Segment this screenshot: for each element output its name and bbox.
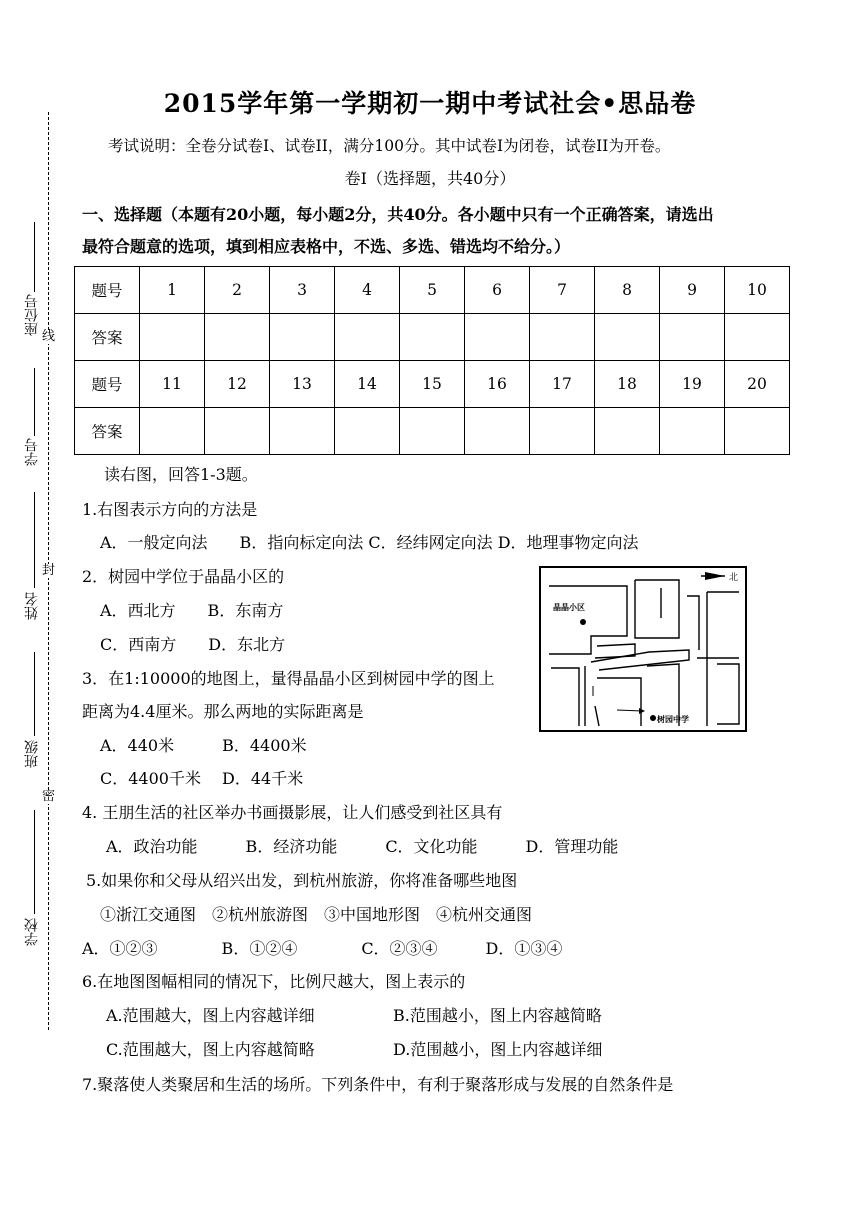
question-number: 14 (335, 361, 400, 408)
answer-cell[interactable] (270, 314, 335, 361)
question-number: 3 (270, 267, 335, 314)
answer-cell[interactable] (725, 314, 790, 361)
question-3-options-ab: A．440米 B．4400米 (100, 736, 307, 755)
answer-cell[interactable] (465, 314, 530, 361)
question-6-option-d: D.范围越小，图上内容越详细 (393, 1040, 603, 1059)
question-number: 17 (530, 361, 595, 408)
student-no-blank (34, 368, 35, 436)
seat-blank (34, 222, 35, 292)
question-3-options-cd: C．4400千米 D．44千米 (100, 769, 304, 788)
table-row (75, 361, 790, 408)
question-7: 7.聚落使人类聚居和生活的场所。下列条件中，有利于聚落形成与发展的自然条件是 (82, 1075, 674, 1094)
question-6-option-a: A.范围越大，图上内容越详细 (106, 1006, 315, 1025)
place-label-jingjing: 晶晶小区 (553, 603, 585, 612)
question-number: 2 (205, 267, 270, 314)
answer-cell[interactable] (205, 408, 270, 455)
answer-cell[interactable] (530, 314, 595, 361)
place-dot-shuyuan (650, 715, 656, 721)
question-5-items: ①浙江交通图 ②杭州旅游图 ③中国地形图 ④杭州交通图 (100, 905, 533, 924)
question-number: 10 (725, 267, 790, 314)
section-heading-line2: 最符合题意的选项，填到相应表格中，不选、多选、错选均不给分。） (82, 237, 571, 256)
cut-mark-xian: 线 (42, 329, 56, 344)
answer-cell[interactable] (400, 408, 465, 455)
question-5-options: A．①②③ B．①②④ C．②③④ D．①③④ (82, 939, 563, 958)
num-label: 题号 (75, 267, 140, 314)
question-number: 8 (595, 267, 660, 314)
class-label: 班级 (24, 740, 40, 768)
answer-cell[interactable] (140, 408, 205, 455)
question-number: 11 (140, 361, 205, 408)
question-number: 5 (400, 267, 465, 314)
answer-cell[interactable] (205, 314, 270, 361)
place-dot-jingjing (580, 619, 586, 625)
question-6-option-b: B.范围越小，图上内容越简略 (393, 1006, 602, 1025)
question-2-options-cd: C．西南方 D．东北方 (100, 635, 286, 654)
question-1-options: A．一般定向法 B．指向标定向法 C．经纬网定向法 D．地理事物定向法 (100, 533, 639, 552)
num-label: 题号 (75, 361, 140, 408)
answer-cell[interactable] (725, 408, 790, 455)
question-4-options: A．政治功能 B．经济功能 C．文化功能 D．管理功能 (106, 837, 619, 856)
question-number: 12 (205, 361, 270, 408)
street-map-figure (539, 566, 747, 732)
question-number: 4 (335, 267, 400, 314)
question-number: 13 (270, 361, 335, 408)
answer-cell[interactable] (335, 408, 400, 455)
question-intro: 读右图，回答1-3题。 (104, 465, 258, 484)
answer-cell[interactable] (530, 408, 595, 455)
cut-mark-feng: 封 (42, 563, 56, 578)
exam-note: 考试说明：全卷分试卷I、试卷II，满分100分。其中试卷I为闭卷，试卷II为开卷。 (108, 137, 671, 155)
question-5: 5.如果你和父母从绍兴出发，到杭州旅游，你将准备哪些地图 (86, 871, 518, 890)
question-number: 1 (140, 267, 205, 314)
answer-cell[interactable] (140, 314, 205, 361)
volume-heading: 卷I（选择题，共40分） (344, 169, 516, 188)
name-label: 姓名 (24, 592, 40, 620)
question-number: 20 (725, 361, 790, 408)
question-number: 9 (660, 267, 725, 314)
answer-cell[interactable] (270, 408, 335, 455)
table-row (75, 314, 790, 361)
ans-label: 答案 (75, 408, 140, 455)
answer-cell[interactable] (465, 408, 530, 455)
answer-cell[interactable] (595, 314, 660, 361)
cut-mark-mi: 密 (42, 789, 56, 804)
answer-cell[interactable] (595, 408, 660, 455)
school-label: 学校 (24, 918, 40, 946)
name-blank (34, 492, 35, 588)
school-blank (34, 810, 35, 914)
section-heading-line1: 一、选择题（本题有20小题，每小题2分，共40分。各小题中只有一个正确答案，请选出 (82, 205, 714, 224)
answer-cell[interactable] (660, 314, 725, 361)
question-number: 6 (465, 267, 530, 314)
answer-cell[interactable] (400, 314, 465, 361)
question-number: 19 (660, 361, 725, 408)
question-2: 2．树园中学位于晶晶小区的 (82, 567, 285, 586)
answer-cell[interactable] (335, 314, 400, 361)
seat-label: 座位号 (24, 294, 40, 336)
question-number: 7 (530, 267, 595, 314)
question-6-option-c: C.范围越大，图上内容越简略 (106, 1040, 315, 1059)
table-row (75, 267, 790, 314)
ans-label: 答案 (75, 314, 140, 361)
question-1: 1.右图表示方向的方法是 (82, 500, 258, 519)
page-title: 2015学年第一学期初一期中考试社会•思品卷 (163, 89, 697, 118)
table-row (75, 408, 790, 455)
question-number: 18 (595, 361, 660, 408)
student-no-label: 学号 (24, 438, 40, 466)
question-2-options-ab: A．西北方 B．东南方 (100, 601, 284, 620)
question-number: 16 (465, 361, 530, 408)
north-label: 北 (729, 573, 739, 583)
question-6: 6.在地图图幅相同的情况下，比例尺越大，图上表示的 (82, 972, 466, 991)
question-number: 15 (400, 361, 465, 408)
question-3-line2: 距离为4.4厘米。那么两地的实际距离是 (82, 702, 364, 721)
question-4: 4. 王朋生活的社区举办书画摄影展，让人们感受到社区具有 (82, 803, 503, 822)
answer-table (74, 266, 790, 455)
class-blank (34, 652, 35, 736)
place-label-shuyuan: 树园中学 (657, 715, 689, 724)
answer-cell[interactable] (660, 408, 725, 455)
question-3-line1: 3．在1:10000的地图上，量得晶晶小区到树园中学的图上 (82, 669, 495, 688)
